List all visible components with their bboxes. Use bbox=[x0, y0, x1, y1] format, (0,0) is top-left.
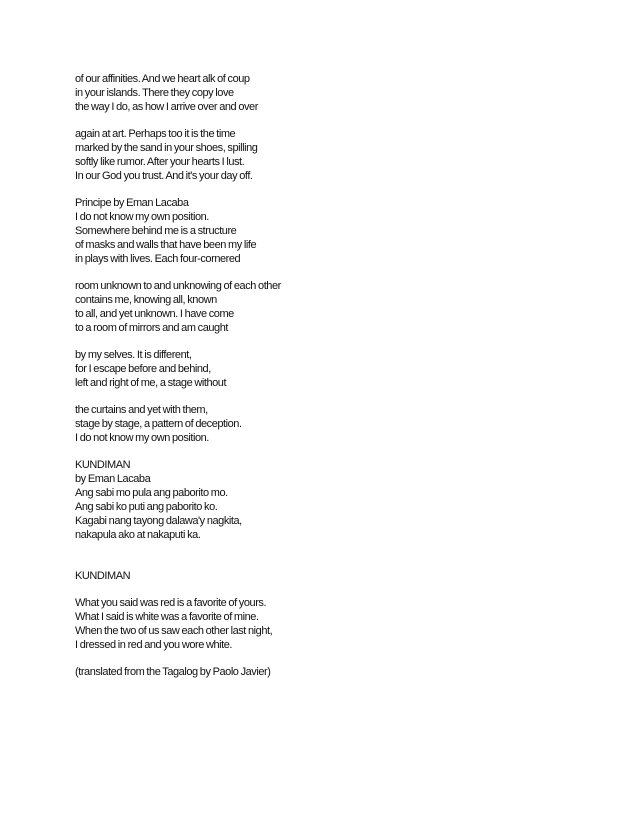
poem-title: KUNDIMAN bbox=[75, 458, 131, 471]
poem-line: nakapula ako at nakaputi ka. bbox=[75, 529, 201, 542]
poem-line: What I said is white was a favorite of mine. bbox=[75, 610, 259, 623]
stanza bbox=[75, 403, 545, 445]
poem-line: I do not know my own position. bbox=[75, 210, 209, 223]
poem-line: Somewhere behind me is a structure bbox=[75, 225, 237, 238]
poem-line: the curtains and yet with them, bbox=[75, 403, 208, 416]
poem-line: Kagabi nang tayong dalawa'y nagkita, bbox=[75, 515, 242, 527]
stanza bbox=[75, 348, 545, 390]
poem-line: left and right of me, a stage without bbox=[75, 377, 227, 390]
poem-line: I do not know my own position. bbox=[75, 431, 209, 444]
poem-line: again at art. Perhaps too it is the time bbox=[75, 127, 236, 140]
poem-line: marked by the sand in your shoes, spilling bbox=[75, 141, 258, 154]
poem-line: in your islands. There they copy love bbox=[75, 87, 234, 100]
poem-line: room unknown to and unknowing of each other bbox=[75, 279, 281, 292]
poem-line: What you said was red is a favorite of yours. bbox=[75, 596, 267, 609]
poem-line: When the two of us saw each other last night, bbox=[75, 625, 273, 638]
poem-line: by my selves. It is different, bbox=[75, 348, 192, 361]
poem-title: KUNDIMAN bbox=[75, 570, 131, 583]
poem-text bbox=[75, 72, 545, 679]
stanza bbox=[75, 127, 545, 183]
poem-line: softly like rumor. After your hearts I lust. bbox=[75, 156, 245, 169]
poem-line: Ang sabi mo pula ang paborito mo. bbox=[75, 486, 228, 499]
poem-line: of our affinities. And we heart alk of coup bbox=[75, 73, 250, 85]
poem-line: Ang sabi ko puti ang paborito ko. bbox=[75, 500, 218, 513]
stanza bbox=[75, 279, 545, 335]
poem-line: stage by stage, a pattern of deception. bbox=[75, 417, 242, 430]
poem-line: in plays with lives. Each four-cornered bbox=[75, 253, 241, 266]
poem-line: of masks and walls that have been my life bbox=[75, 239, 257, 252]
poem-line: the way I do, as how I arrive over and over bbox=[75, 101, 258, 114]
poem-line: to a room of mirrors and am caught bbox=[75, 322, 228, 335]
translation-note: (translated from the Tagalog by Paolo Javier) bbox=[75, 665, 271, 678]
poem-line: In our God you trust. And it's your day off. bbox=[75, 170, 253, 183]
poem-line: for I escape before and behind, bbox=[75, 362, 211, 375]
poem-byline: by Eman Lacaba bbox=[75, 472, 151, 485]
kundiman-translation bbox=[75, 569, 545, 679]
stanza bbox=[75, 72, 545, 114]
poem-line: Principe by Eman Lacaba bbox=[75, 196, 189, 209]
kundiman-original bbox=[75, 458, 545, 543]
poem-line: to all, and yet unknown. I have come bbox=[75, 308, 234, 321]
poem-line: contains me, knowing all, known bbox=[75, 294, 217, 306]
stanza bbox=[75, 196, 545, 266]
poem-line: I dressed in red and you wore white. bbox=[75, 639, 233, 652]
